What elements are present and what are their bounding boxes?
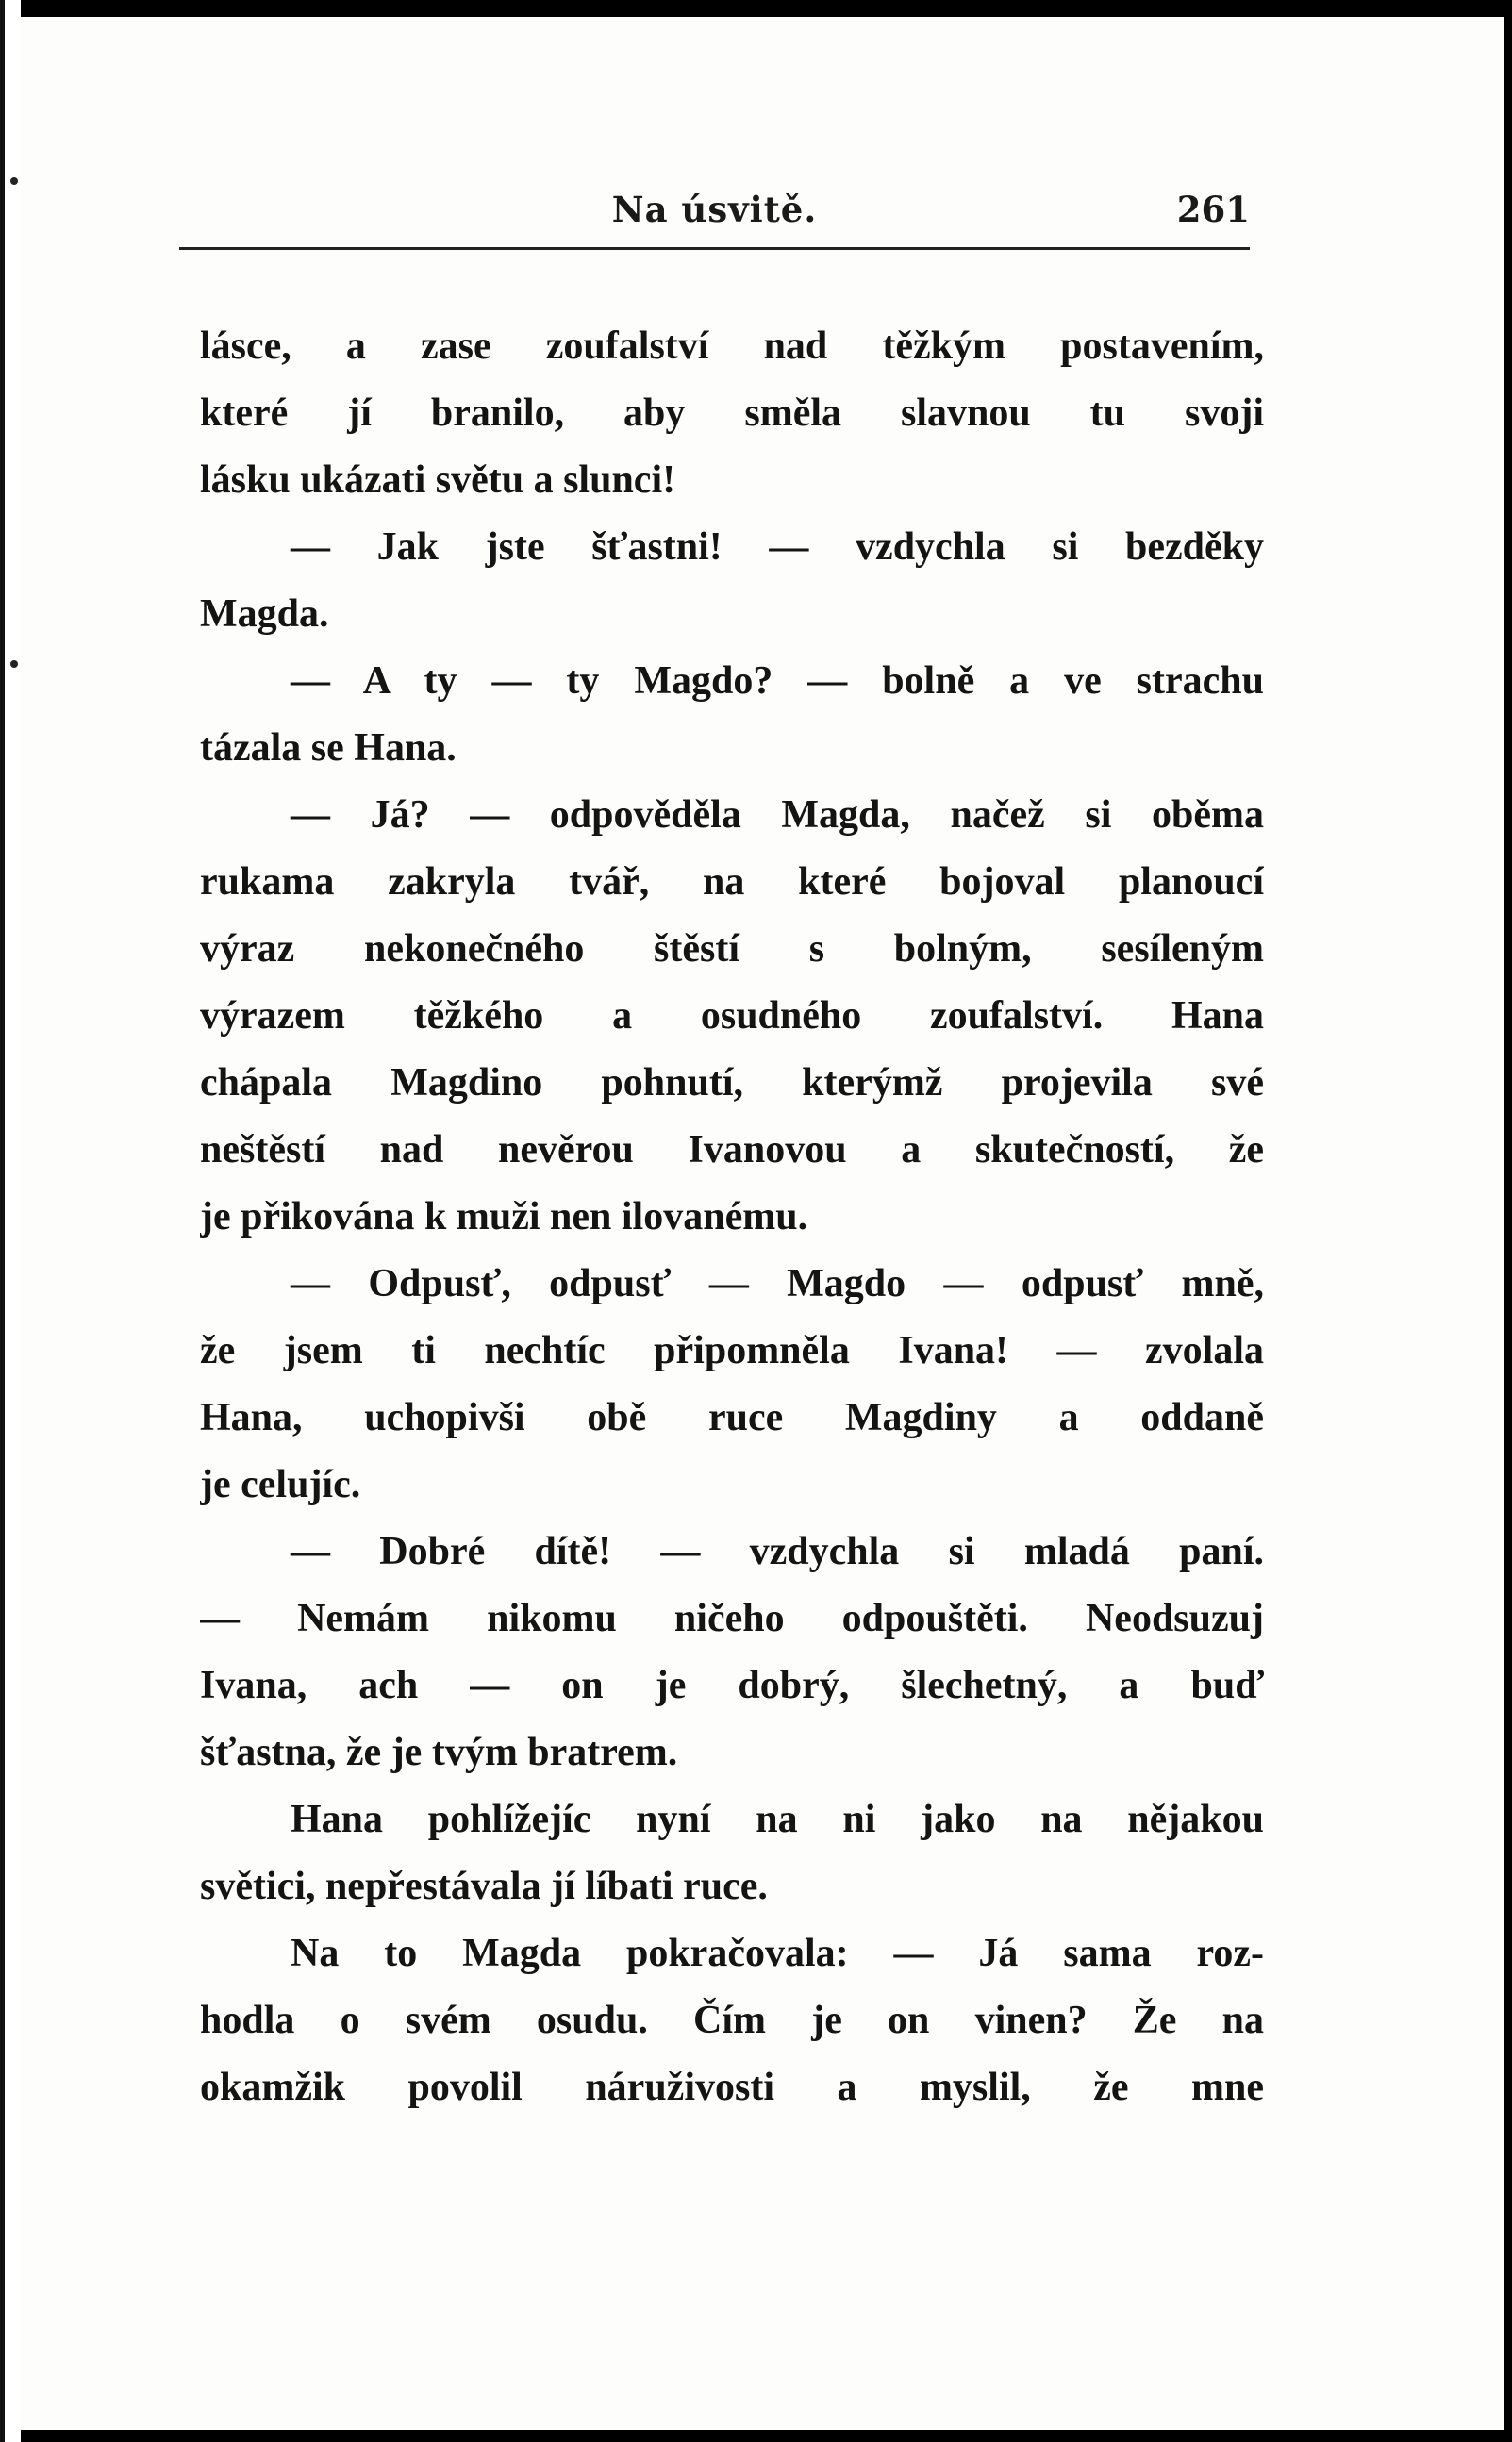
text-line: tázala se Hana. [200, 726, 457, 770]
text-line: které jí branilo, aby směla slavnou tu svoji [200, 391, 1264, 435]
text-line: — Jak jste šťastni! — vzdychla si bezděky [291, 525, 1264, 569]
running-title: Na úsvitě. [611, 189, 818, 230]
text-line: Ivana, ach — on je dobrý, šlechetný, a buď [200, 1664, 1264, 1707]
text-line: je přikována k muži nen ilovanému. [200, 1195, 808, 1238]
text-line: je celujíc. [200, 1463, 361, 1506]
text-line: — Nemám nikomu ničeho odpouštěti. Neodsuzuj [200, 1597, 1264, 1640]
text-line: rukama zakryla tvář, na které bojoval planoucí [200, 860, 1264, 904]
text-line: — Dobré dítě! — vzdychla si mladá paní. [291, 1530, 1264, 1573]
text-line: chápala Magdino pohnutí, kterýmž projevila své [200, 1061, 1264, 1105]
text-line: Hana, uchopivši obě ruce Magdiny a oddaně [200, 1396, 1264, 1439]
text-line: že jsem ti nechtíc připomněla Ivana! — zvolala [200, 1329, 1264, 1372]
page-binding-edge [0, 0, 21, 2442]
text-line: světici, nepřestávala jí líbati ruce. [200, 1865, 768, 1908]
text-line: — Odpusť, odpusť — Magdo — odpusť mně, [291, 1262, 1264, 1305]
text-line: okamžik povolil náruživosti a myslil, že mne [200, 2066, 1264, 2109]
text-line: — A ty — ty Magdo? — bolně a ve strachu [291, 659, 1264, 703]
text-line: lásku ukázati světu a slunci! [200, 458, 676, 502]
text-line: hodla o svém osudu. Čím je on vinen? Že na [200, 1999, 1264, 2042]
text-line: Hana pohlížejíc nyní na ni jako na nějakou [291, 1798, 1264, 1841]
page-header [179, 185, 1250, 234]
text-line: lásce, a zase zoufalství nad těžkým postavením, [200, 324, 1264, 368]
text-line: Na to Magda pokračovala: — Já sama roz- [291, 1932, 1264, 1975]
text-line: Magda. [200, 592, 329, 636]
header-rule [179, 247, 1250, 250]
page-number: 261 [1176, 189, 1250, 230]
binding-mark [10, 177, 18, 185]
text-line: — Já? — odpověděla Magda, načež si oběma [291, 793, 1264, 837]
text-line: výrazem těžkého a osudného zoufalství. Hana [200, 994, 1264, 1038]
text-line: výraz nekonečného štěstí s bolným, sesíleným [200, 927, 1264, 971]
binding-mark [10, 660, 18, 668]
text-line: neštěstí nad nevěrou Ivanovou a skutečností, že [200, 1128, 1264, 1171]
body-text [200, 313, 1264, 2121]
text-line: šťastna, že je tvým bratrem. [200, 1731, 678, 1774]
